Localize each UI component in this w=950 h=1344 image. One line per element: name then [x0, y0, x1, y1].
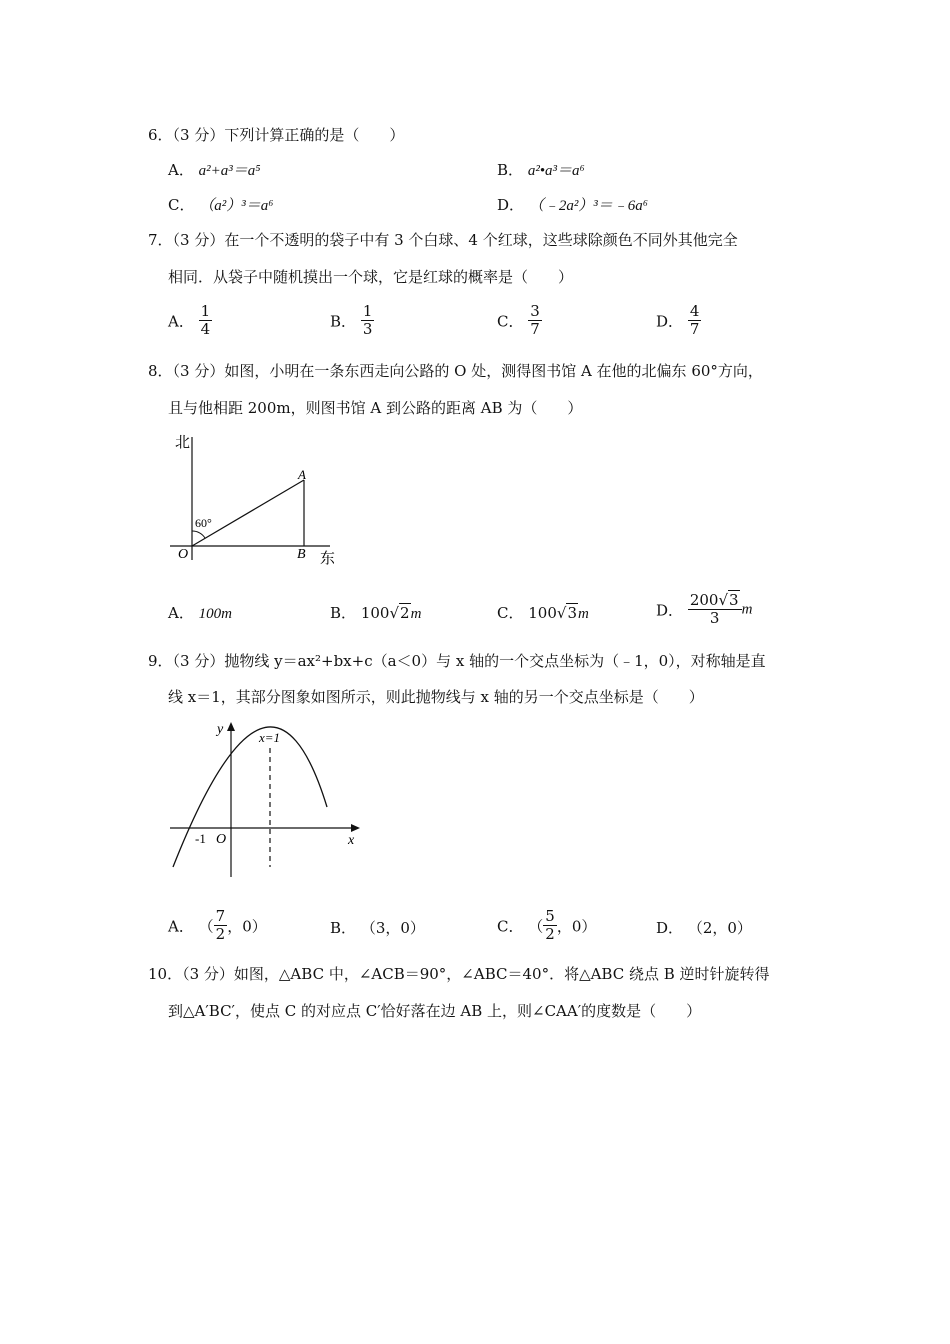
- q8-d-radical-sign: √: [718, 591, 729, 609]
- q8-option-a: A． 100m: [168, 604, 232, 622]
- q9-x-axis-arrow: [351, 824, 360, 832]
- q8-option-d: D． $\frac{200√3}{3}$ m: [656, 591, 753, 628]
- q7-option-d: D． $\frac{4}{7}$: [656, 302, 700, 339]
- q9-x-label: x: [348, 833, 355, 848]
- q7-option-a: A． $\frac{1}{4}$: [168, 302, 211, 339]
- q7-d-fraction: $\frac{4}{7}$: [689, 302, 700, 339]
- q9-stem-line2: 线 x＝1，其部分图象如图所示，则此抛物线与 x 轴的另一个交点坐标是（ ）: [168, 688, 704, 706]
- q9-figure: [165, 715, 370, 885]
- q7-stem-line1: 7．（3 分）在一个不透明的袋子中有 3 个白球、4 个红球，这些球除颜色不同外其他完全: [148, 231, 738, 249]
- q8-segment-oa: [192, 480, 304, 546]
- q9-option-c: C． （ $\frac{5}{2}$ ，0）: [497, 907, 597, 944]
- q9-y-axis-arrow: [227, 722, 235, 731]
- q9-stem-line1: 9．（3 分）抛物线 y＝ax²+bx+c（a＜0）与 x 轴的一个交点坐标为（﹣1，0），对称轴是直: [148, 652, 766, 670]
- q9-y-label: y: [217, 722, 224, 737]
- q8-c-radical-sign: √: [556, 604, 567, 622]
- q8-option-b: B． 100√2m: [330, 604, 422, 622]
- q6-c-expr: （a²）³＝a⁶: [199, 198, 274, 214]
- q6-a-expr: a²+a³＝a⁵: [198, 163, 261, 179]
- q6-option-a: A． a²+a³＝a⁵: [168, 161, 261, 179]
- q6-d-expr: （﹣2a²）³＝﹣6a⁶: [528, 198, 649, 214]
- q8-stem-line2: 且与他相距 200m，则图书馆 A 到公路的距离 AB 为（ ）: [168, 399, 583, 417]
- q8-angle-label: 60°: [195, 516, 212, 530]
- q8-north-label: 北: [175, 435, 191, 451]
- q7-a-fraction: $\frac{1}{4}$: [200, 302, 211, 339]
- q9-origin-label: O: [216, 832, 227, 847]
- q6-option-c: C． （a²）³＝a⁶: [168, 196, 274, 214]
- q8-angle-arc: [192, 531, 205, 538]
- q8-stem-line1: 8．（3 分）如图，小明在一条东西走向公路的 O 处，测得图书馆 A 在他的北偏东 60°方向，: [148, 362, 763, 380]
- q9-a-fraction: $\frac{7}{2}$: [215, 907, 226, 944]
- q8-point-a: A: [298, 467, 306, 482]
- q7-b-fraction: $\frac{1}{3}$: [362, 302, 373, 339]
- q9-c-fraction: $\frac{5}{2}$: [545, 907, 555, 944]
- q10-stem-line1: 10．（3 分）如图，△ABC 中，∠ACB＝90°，∠ABC＝40°．将△ABC 绕点 B 逆时针旋转得: [148, 965, 770, 983]
- q8-point-b: B: [297, 547, 306, 562]
- q6-option-d: D． （﹣2a²）³＝﹣6a⁶: [497, 196, 649, 214]
- q8-figure: [165, 425, 345, 575]
- q6-b-expr: a²•a³＝a⁶: [527, 163, 585, 179]
- q6-option-b: B． a²•a³＝a⁶: [497, 161, 585, 179]
- q9-option-b: B． （3，0）: [330, 919, 425, 937]
- q9-neg-one-label: -1: [195, 831, 206, 846]
- q8-east-label: 东: [320, 551, 336, 567]
- q7-stem-line2: 相同．从袋子中随机摸出一个球，它是红球的概率是（ ）: [168, 268, 574, 286]
- q10-stem-line2: 到△A′BC′，使点 C 的对应点 C′恰好落在边 AB 上，则∠CAA′的度数是（ ）: [168, 1002, 702, 1020]
- q8-b-radical-sign: √: [389, 604, 400, 622]
- q8-point-o: O: [178, 547, 189, 562]
- q8-option-c: C． 100√3m: [497, 604, 589, 622]
- q7-c-fraction: $\frac{3}{7}$: [530, 302, 540, 339]
- q9-sym-label: x=1: [259, 730, 281, 745]
- q7-option-b: B． $\frac{1}{3}$: [330, 302, 373, 339]
- q6-stem: 6．（3 分）下列计算正确的是（ ）: [148, 126, 405, 144]
- q9-option-a: A． （ $\frac{7}{2}$ ，0）: [168, 907, 267, 944]
- q8-d-fraction: $\frac{200√3}{3}$: [688, 592, 742, 628]
- q7-option-c: C． $\frac{3}{7}$: [497, 302, 540, 339]
- q9-option-d: D． （2，0）: [656, 919, 752, 937]
- q8-a-expr: 100m: [198, 606, 232, 622]
